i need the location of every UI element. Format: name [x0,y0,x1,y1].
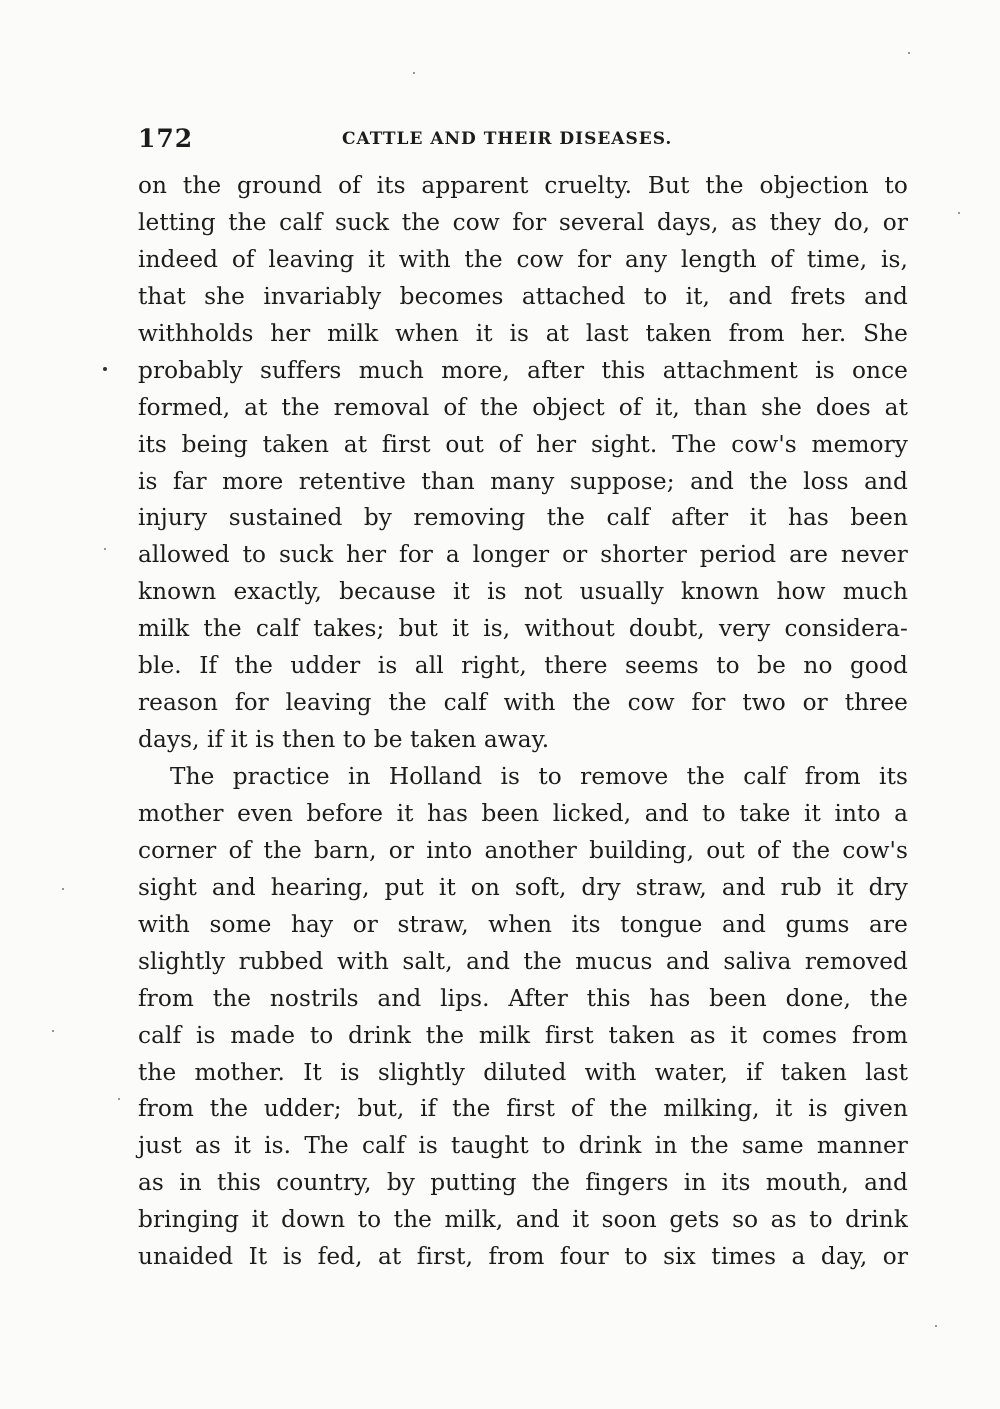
text-line: with some hay or straw, when its tongue and gums are [138,910,908,938]
scan-speck [118,1098,120,1100]
text-line: is far more retentive than many suppose; and the loss and [138,467,908,495]
text-line: milk the calf takes; but it is, without doubt, very considera- [138,615,908,643]
text-line: from the udder; but, if the first of the milking, it is given [138,1095,908,1123]
paragraph-start-line: The practice in Holland is to remove the calf from its [170,763,908,790]
scan-speck [935,1325,937,1327]
scan-speck [958,212,960,214]
text-line: on the ground of its apparent cruelty. But the objection to [138,172,908,199]
text-line: injury sustained by removing the calf after it has been [138,504,908,532]
text-line: calf is made to drink the milk first taken as it comes from [138,1021,908,1049]
text-line: formed, at the removal of the object of it, than she does at [138,393,908,421]
page-number: 172 [138,124,194,153]
page-header [138,124,908,156]
text-line: the mother. It is slightly diluted with water, if taken last [138,1058,908,1086]
text-line: withholds her milk when it is at last taken from her. She [138,319,908,347]
text-line: ble. If the udder is all right, there seems to be no good [138,652,908,680]
scan-speck [908,52,910,54]
text-line: unaided It is fed, at first, from four to six times a day, or [138,1243,908,1271]
scan-speck [62,888,64,890]
scan-speck [52,1030,54,1032]
text-line: just as it is. The calf is taught to drink in the same manner [138,1132,908,1160]
text-line: indeed of leaving it with the cow for any length of time, is, [138,245,908,273]
text-line: reason for leaving the calf with the cow for two or three [138,689,908,717]
text-line: its being taken at first out of her sight. The cow's memory [138,430,908,458]
scan-speck [413,72,415,74]
paragraph-end-line: days, if it is then to be taken away. [138,726,550,754]
text-line: allowed to suck her for a longer or shorter period are never [138,541,908,569]
text-line: corner of the barn, or into another building, out of the cow's [138,836,908,864]
text-line: as in this country, by putting the fingers in its mouth, and [138,1169,908,1197]
text-line: probably suffers much more, after this attachment is once [138,356,908,384]
text-line: known exactly, because it is not usually known how much [138,578,908,606]
scan-speck [104,548,106,550]
text-line: from the nostrils and lips. After this has been done, the [138,984,908,1012]
text-line: letting the calf suck the cow for several days, as they do, or [138,208,908,236]
body-text [138,168,908,1276]
scan-speck [103,367,107,371]
text-line: mother even before it has been licked, and to take it into a [138,799,908,827]
text-line: sight and hearing, put it on soft, dry straw, and rub it dry [138,873,908,901]
text-line: bringing it down to the milk, and it soon gets so as to drink [138,1206,908,1234]
running-head: CATTLE AND THEIR DISEASES. [342,129,673,149]
text-line: slightly rubbed with salt, and the mucus and saliva removed [138,947,908,975]
text-line: that she invariably becomes attached to it, and frets and [138,282,908,310]
